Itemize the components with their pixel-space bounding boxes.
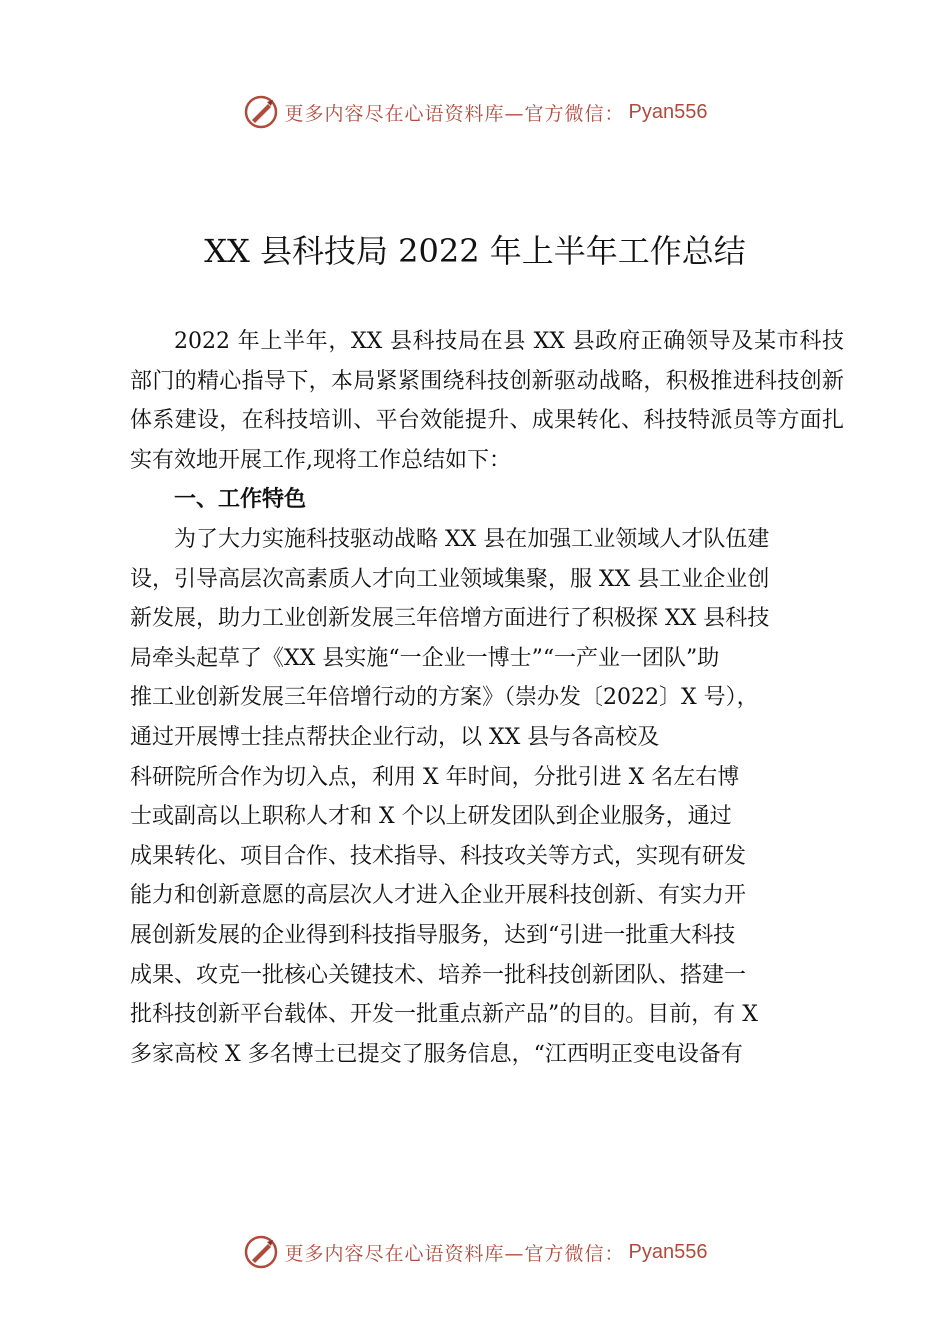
section-heading: 一、工作特色 — [174, 487, 307, 513]
text-line: 成果、攻克一批核心关键技术、培养一批科技创新团队、搭建一 — [130, 962, 747, 988]
document-title: XX 县科技局 2022 年上半年工作总结 — [204, 232, 746, 270]
watermark-handle: Pyan556 — [628, 100, 708, 123]
text-line: 展创新发展的企业得到科技指导服务，达到“引进一批重大科技 — [130, 922, 736, 948]
text-line: 推工业创新发展三年倍增行动的方案》（崇办发〔2022〕X 号）， — [130, 685, 759, 711]
watermark-banner-top — [0, 92, 950, 132]
text-line: 能力和创新意愿的高层次人才进入企业开展科技创新、有实力开 — [130, 883, 747, 909]
intro-paragraph: 2022 年上半年，XX 县科技局在县 XX 县政府正确领导及某市科技部门的精心指导下，本局紧紧围绕科技创新驱动战略，积极推进科技创新体系建设，在科技培训、平台效能提升、成果转化、科技特派员等方面扎实有效地开展工作,现将工作总结如下： — [130, 329, 844, 473]
text-line: 多家高校 X 多名博士已提交了服务信息，“江西明正变电设备有 — [130, 1041, 743, 1067]
watermark-handle: Pyan556 — [628, 1240, 708, 1263]
text-line: 科研院所合作为切入点，利用 X 年时间，分批引进 X 名左右博 — [130, 764, 740, 790]
text-line: 为了大力实施科技驱动战略 XX 县在加强工业领域人才队伍建 — [174, 526, 770, 552]
text-line: 局牵头起草了《XX 县实施“一企业一博士”“一产业一团队”助 — [130, 645, 720, 671]
section-paragraph — [130, 520, 844, 1074]
document-body — [130, 322, 844, 1074]
watermark-banner-bottom — [0, 1232, 950, 1272]
text-line: 士或副高以上职称人才和 X 个以上研发团队到企业服务，通过 — [130, 804, 732, 830]
text-line: 新发展，助力工业创新发展三年倍增方面进行了积极探 XX 县科技 — [130, 606, 770, 632]
text-line: 通过开展博士挂点帮扶企业行动，以 XX 县与各高校及 — [130, 724, 660, 750]
text-line: 批科技创新平台载体、开发一批重点新产品”的目的。目前，有 X — [130, 1002, 758, 1028]
watermark-text: 更多内容尽在心语资料库—官方微信： — [284, 102, 625, 125]
watermark-text: 更多内容尽在心语资料库—官方微信： — [284, 1242, 625, 1265]
text-line: 设，引导高层次高素质人才向工业领域集聚，服 XX 县工业企业创 — [130, 566, 770, 592]
text-line: 成果转化、项目合作、技术指导、科技攻关等方式，实现有研发 — [130, 843, 747, 869]
quill-logo-icon — [243, 94, 279, 130]
quill-logo-icon — [243, 1234, 279, 1270]
